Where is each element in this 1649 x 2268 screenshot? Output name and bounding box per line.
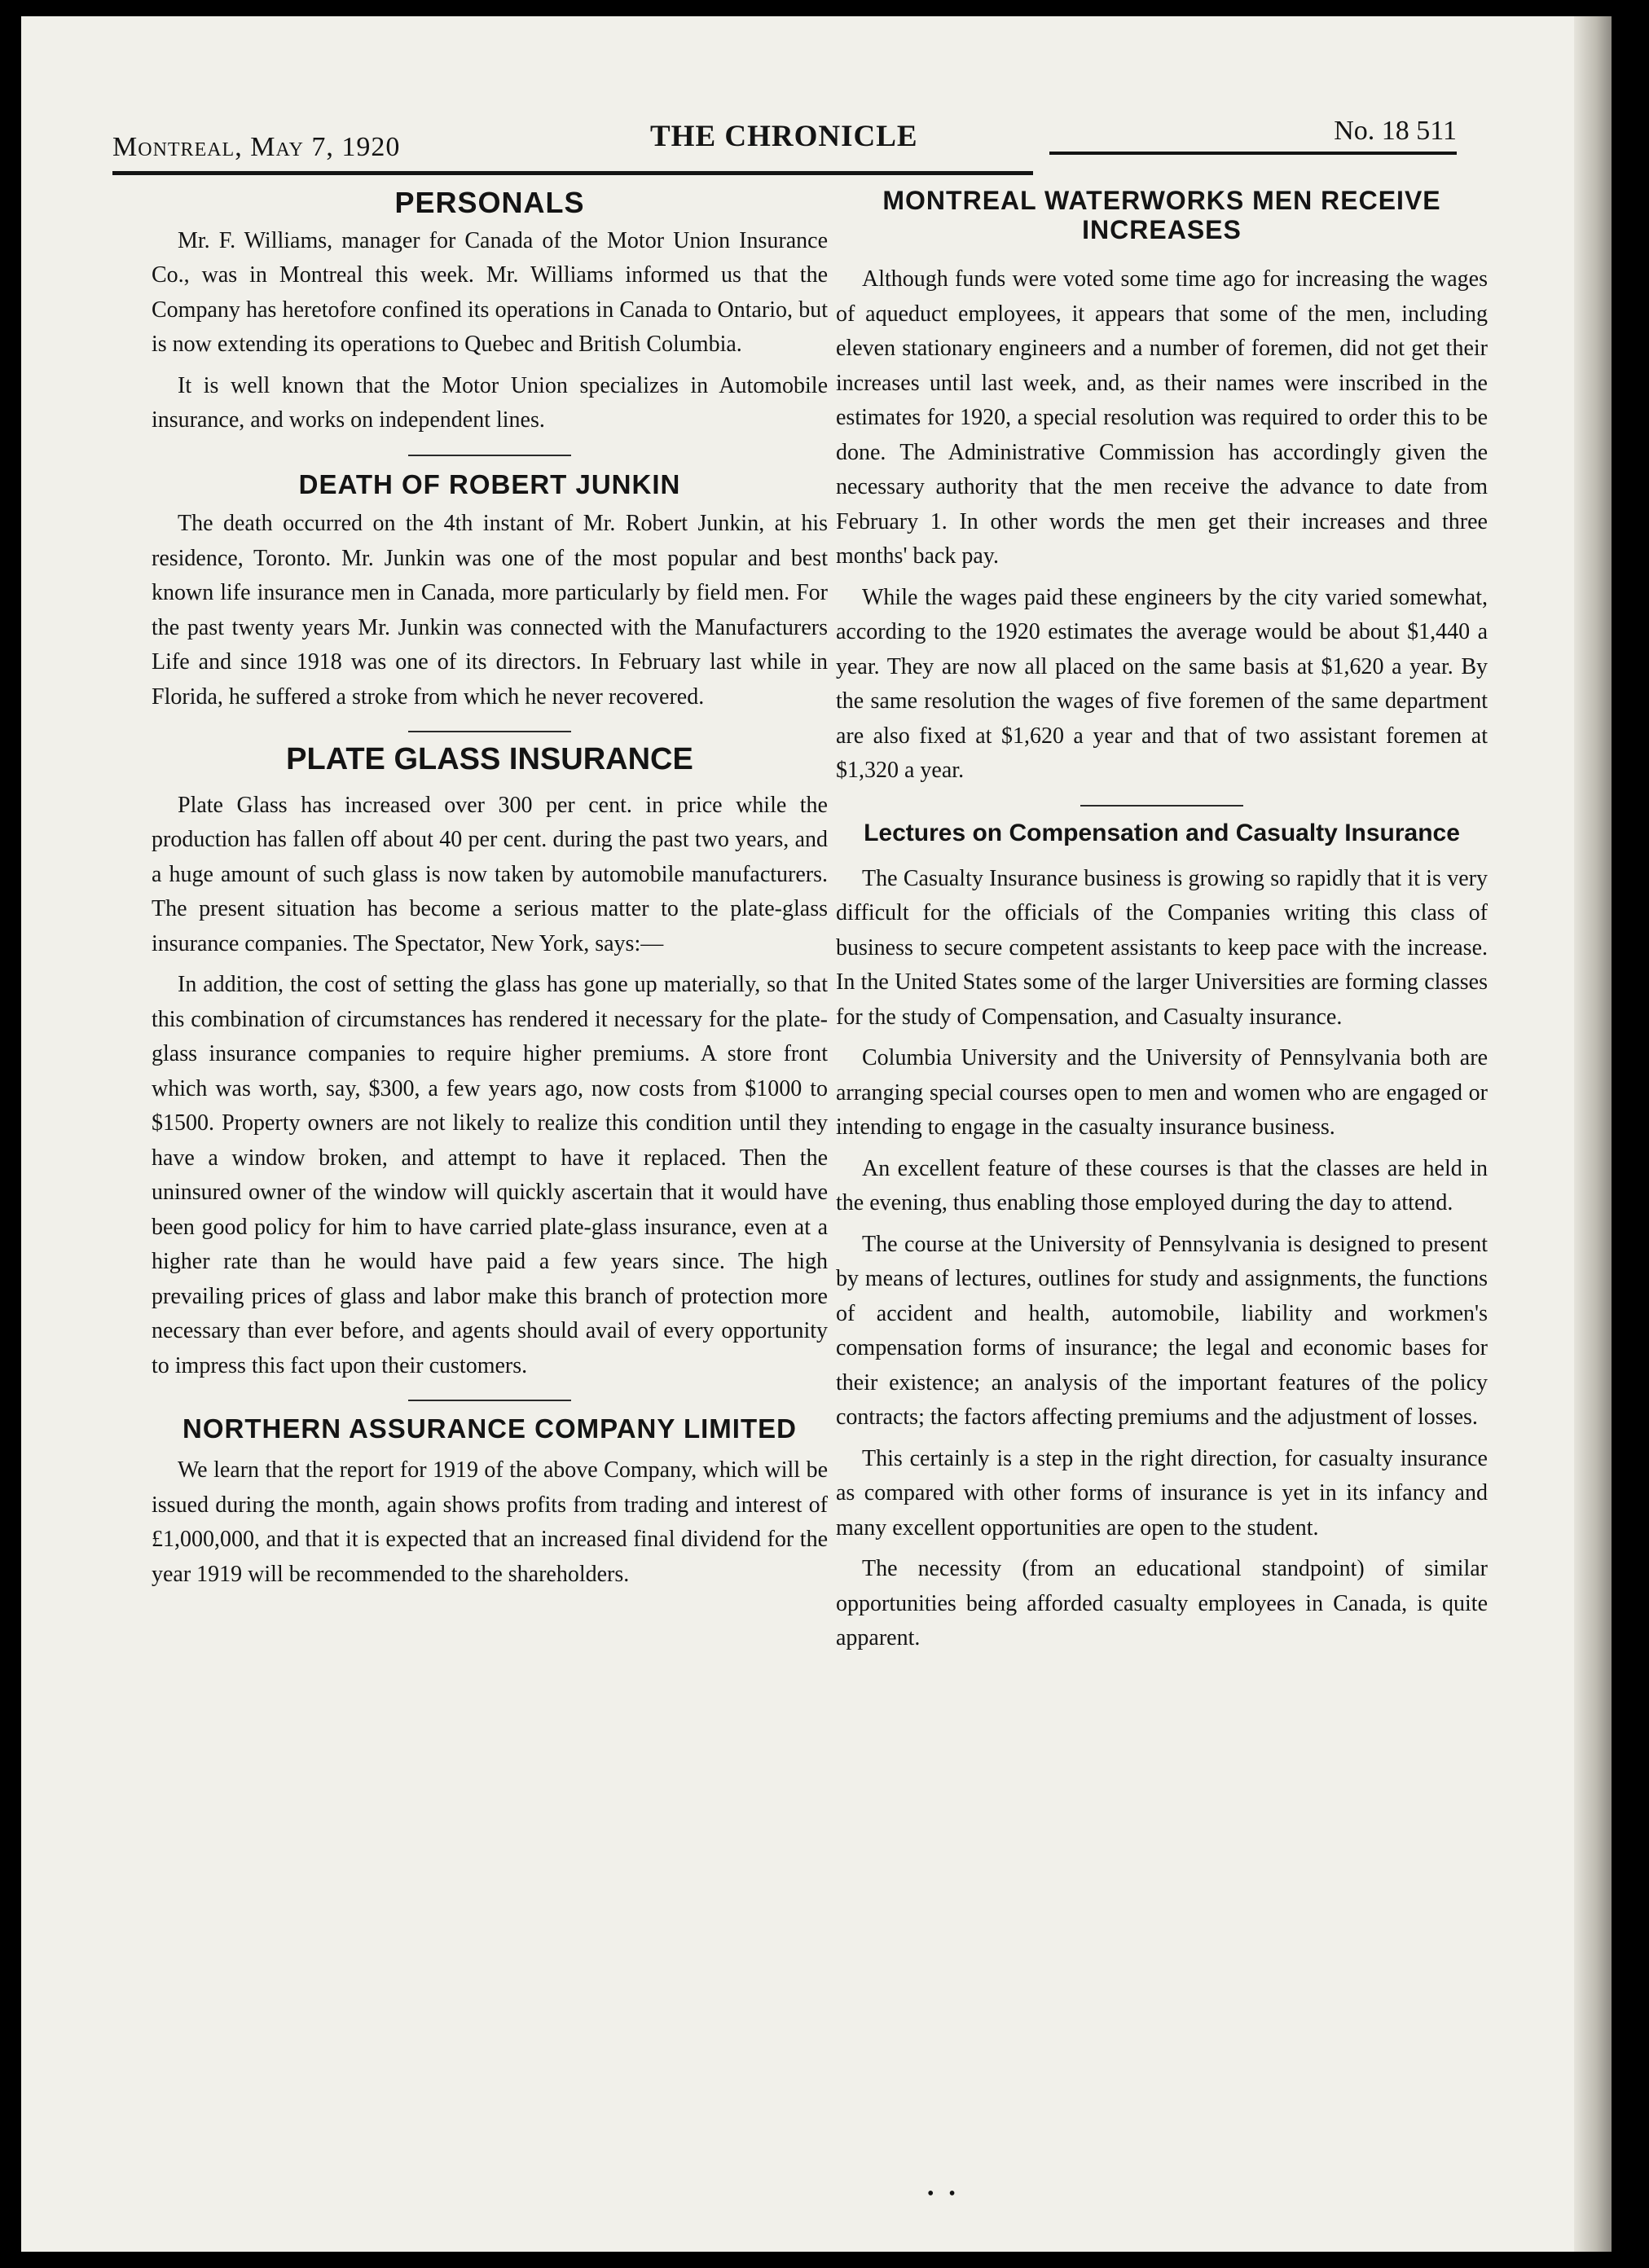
article-heading: PLATE GLASS INSURANCE bbox=[286, 742, 693, 776]
article-paragraph: The necessity (from an educational standpoint) of similar opportunities being afforded casualty employees in Canada, is quite apparent. bbox=[836, 1556, 1488, 1650]
header-rule-left bbox=[112, 171, 1033, 175]
article-death-of-robert-junkin bbox=[152, 468, 828, 715]
article-separator bbox=[408, 731, 571, 732]
newspaper-page bbox=[21, 16, 1612, 2252]
article-paragraph: Columbia University and the University of Pennsylvania both are arranging special courses open to men and women who are engaged or intending to engage in the casualty insurance business. bbox=[836, 1045, 1488, 1140]
article-paragraph: An excellent feature of these courses is that the classes are held in the evening, thus enabling those employed during the day to attend. bbox=[836, 1155, 1488, 1215]
article-paragraph: Plate Glass has increased over 300 per cent. in price while the production has fallen off about 40 per cent. during the past two years, and a huge amount of such glass is now taken by automobile manufacturers. The present situation has become a serious matter to the plate-glass insurance companies. The Spectator, New York, says:— bbox=[152, 792, 828, 956]
article-heading: MONTREAL WATERWORKS MEN RECEIVE INCREASES bbox=[882, 186, 1441, 244]
article-paragraph: Mr. F. Williams, manager for Canada of the Motor Union Insurance Co., was in Montreal this week. Mr. Williams informed us that the Company has heretofore confined its operations in Canada to Ontario, but is now extending its operations to Quebec and British Columbia. bbox=[152, 227, 828, 357]
header-rule-right bbox=[1049, 152, 1457, 155]
article-paragraph: It is well known that the Motor Union specializes in Automobile insurance, and works on independent lines. bbox=[152, 372, 828, 433]
page-header bbox=[112, 108, 1457, 162]
article-plate-glass-insurance bbox=[152, 742, 828, 1383]
article-paragraph: We learn that the report for 1919 of the above Company, which will be issued during the month, again shows profits from trading and interest of £1,000,000, and that it is expected that an increased final dividend for the year 1919 will be recommended to the shareholders. bbox=[152, 1457, 828, 1587]
article-northern-assurance bbox=[152, 1414, 828, 1592]
article-heading: NORTHERN ASSURANCE COMPANY LIMITED bbox=[182, 1413, 797, 1444]
article-paragraph: The course at the University of Pennsylvania is designed to present by means of lectures, outlines for study and assignments, the functions of accident and health, automobile, liability and workmen's compensation forms of insurance; the legal and economic bases for their existence; an analysis of the important features of the policy contracts; the factors affecting premiums and the adjustment of losses. bbox=[836, 1231, 1488, 1430]
article-paragraph: While the wages paid these engineers by the city varied somewhat, according to the 1920 estimates the average would be about $1,440 a year. They are now all placed on the same basis at $1,620 a year. By the same resolution the wages of five foremen of the same department are also fixed at $1,620 a year and that of two assistant foremen at $1,320 a year. bbox=[836, 584, 1488, 783]
article-heading: Lectures on Compensation and Casualty Insurance bbox=[864, 819, 1460, 846]
header-dateline: Montreal, May 7, 1920 bbox=[112, 132, 401, 162]
right-column bbox=[836, 186, 1488, 1663]
footer-marks: • • bbox=[927, 2183, 961, 2204]
article-separator bbox=[408, 1400, 571, 1401]
article-montreal-waterworks bbox=[836, 186, 1488, 789]
header-issue-page: No. 18 511 bbox=[1334, 116, 1457, 146]
article-personals bbox=[152, 186, 828, 438]
page-edge bbox=[1574, 16, 1612, 2252]
article-heading: PERSONALS bbox=[394, 186, 585, 219]
article-paragraph: This certainly is a step in the right direction, for casualty insurance as compared with other forms of insurance is yet in its infancy and many excellent opportunities are open to the student. bbox=[836, 1445, 1488, 1541]
article-paragraph: Although funds were voted some time ago for increasing the wages of aqueduct employees, it appears that some of the men, including eleven stationary engineers and a number of foremen, did not get their increases until last week, and, as their names were inscribed in the estimates for 1920, a special resolution was required to order this to be done. The Administrative Commission has accordingly given the necessary authority that the men receive the advance to date from February 1. In other words the men get their increases and three months' back pay. bbox=[836, 266, 1488, 569]
article-heading: DEATH OF ROBERT JUNKIN bbox=[298, 468, 681, 499]
article-separator bbox=[408, 455, 571, 456]
article-separator bbox=[1080, 805, 1243, 807]
article-paragraph: In addition, the cost of setting the glass has gone up materially, so that this combination of circumstances has rendered it necessary for the plate-glass insurance companies to require higher premiums. A store front which was worth, say, $300, a few years ago, now costs from $1000 to $1500. Property owners are not likely to realize this condition until they have a window broken, and attempt to have it replaced. Then the uninsured owner of the window will quickly ascertain that it would have been good policy for him to have carried plate-glass insurance, even at a higher rate than he would have paid a few years since. The high prevailing prices of glass and labor make this branch of protection more necessary than ever before, and agents should avail of every opportunity to impress this fact upon their customers. bbox=[152, 972, 828, 1378]
article-paragraph: The Casualty Insurance business is growing so rapidly that it is very difficult for the officials of the Companies writing this class of business to secure competent assistants to keep pace with the increase. In the United States some of the larger Universities are forming classes for the study of Compensation, and Casualty insurance. bbox=[836, 865, 1488, 1030]
left-column bbox=[152, 186, 828, 1598]
article-lectures-compensation-casualty bbox=[836, 820, 1488, 1656]
header-masthead: THE CHRONICLE bbox=[650, 120, 918, 153]
article-paragraph: The death occurred on the 4th instant of Mr. Robert Junkin, at his residence, Toronto. Mr. Junkin was one of the most popular and best known life insurance men in Canada, more particularly by field men. For the past twenty years Mr. Junkin was connected with the Manufacturers Life and since 1918 was one of its directors. In February last while in Florida, he suffered a stroke from which he never recovered. bbox=[152, 511, 828, 710]
